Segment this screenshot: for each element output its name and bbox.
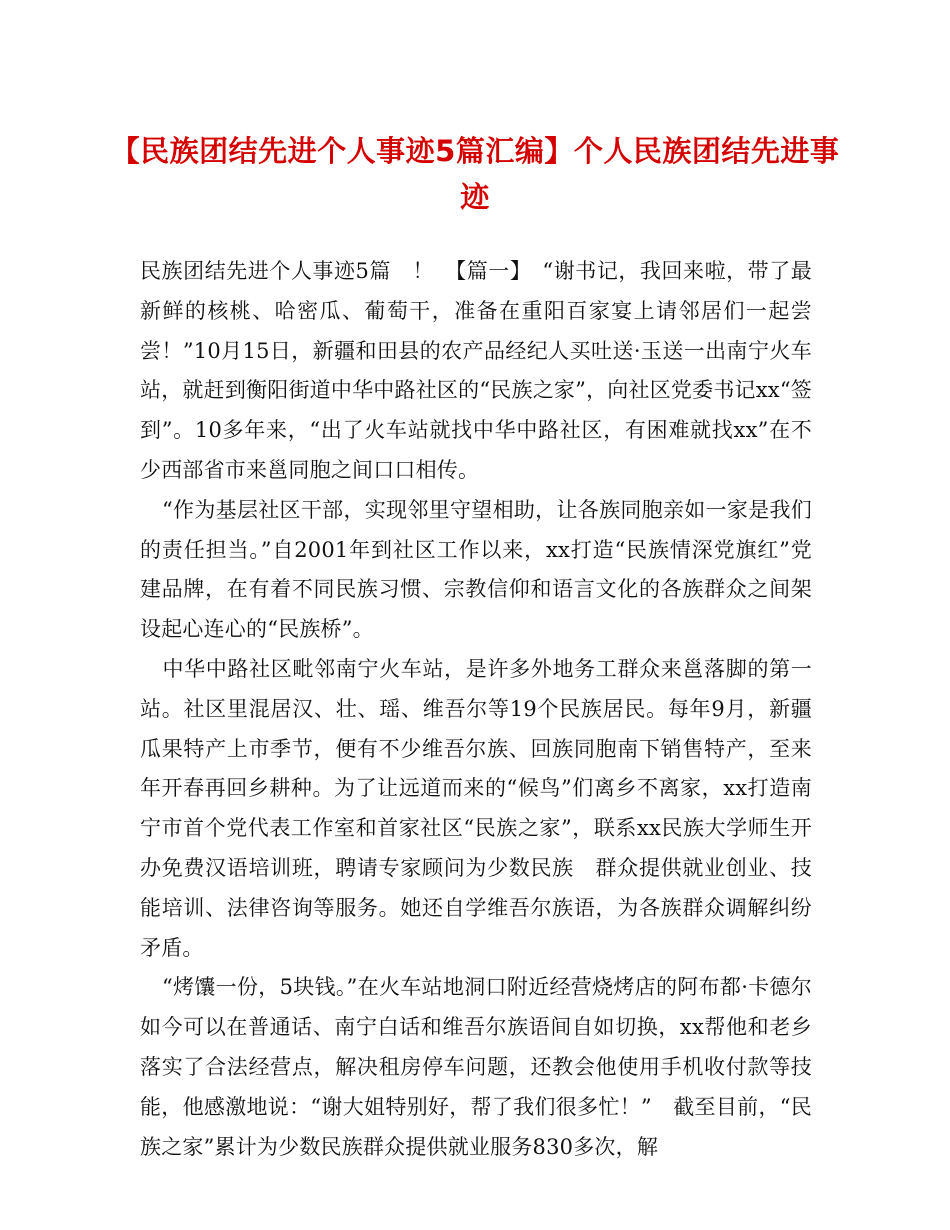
paragraph-1: 民族团结先进个人事迹5篇 ！ 【篇一】 “谢书记，我回来啦，带了最新鲜的核桃、哈密瓜、葡萄干，准备在重阳百家宴上请邻居们一起尝尝！”10月15日，新疆和田县的农产品经纪人买吐送·玉送一出南宁火车站，就赶到衡阳街道中华中路社区的“民族之家”，向社区党委书记xx“签到”。10多年来，“出了火车站就找中华中路社区，有困难就找xx”在不少西部省市来邕同胞之间口口相传。 bbox=[140, 259, 812, 482]
document-title: 【民族团结先进个人事迹5篇汇编】个人民族团结先进事迹 bbox=[110, 134, 840, 214]
paragraph-3-text: 中华中路社区毗邻南宁火车站，是许多外地务工群众来邕落脚的第一站。社区里混居汉、壮、瑶、维吾尔等19个民族居民。每年9月，新疆瓜果特产上市季节，便有不少维吾尔族、回族同胞南下销售特产，至来年开春再回乡耕种。为了让远道而来的“候鸟”们离乡不离家，xx打造南宁市首个党代表工作室和首家社区“民族之家”，联系xx民族大学师生开办免费汉语培训班，聘请专家顾问为少数民族 群众提供就业创业、技能培训、法律咨询等服务。她还自学维吾尔族语，为各族群众调解纠纷矛盾。 bbox=[140, 656, 812, 960]
paragraph-4 bbox=[140, 968, 812, 1167]
paragraph-4-text: “烤馕一份，5块钱。”在火车站地洞口附近经营烧烤店的阿布都·卡德尔如今可以在普通话、南宁白话和维吾尔族语间自如切换，xx帮他和老乡落实了合法经营点，解决租房停车问题，还教会他使用手机收付款等技能，他感激地说：“谢大姐特别好，帮了我们很多忙！” 截至目前，“民族之家”累计为少数民族群众提供就业服务830多次，解 bbox=[140, 975, 812, 1159]
paragraph-2 bbox=[140, 491, 812, 650]
document-body bbox=[140, 252, 812, 1167]
paragraph-3 bbox=[140, 650, 812, 968]
paragraph-2-text: “作为基层社区干部，实现邻里守望相助，让各族同胞亲如一家是我们的责任担当。”自2001年到社区工作以来，xx打造“民族情深党旗红”党建品牌，在有着不同民族习惯、宗教信仰和语言文化的各族群众之间架设起心连心的“民族桥”。 bbox=[140, 497, 812, 642]
